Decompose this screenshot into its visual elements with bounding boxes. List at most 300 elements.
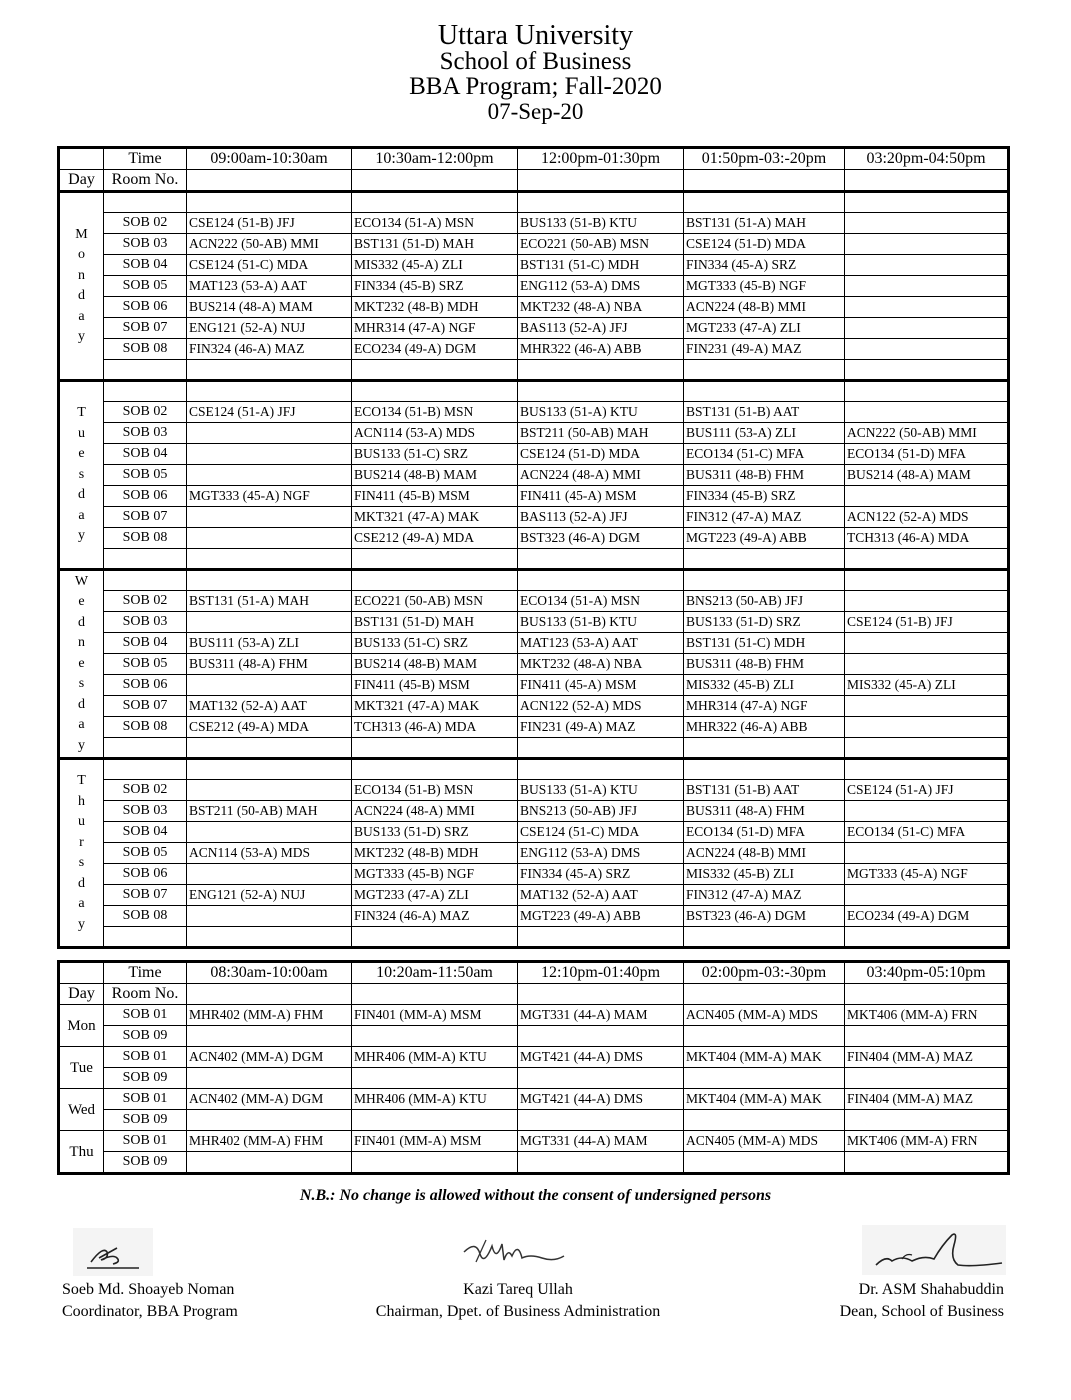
class-cell xyxy=(845,1068,1008,1089)
table-row xyxy=(60,1005,1008,1026)
empty-cell xyxy=(104,738,187,759)
time-slot-header: 10:30am-12:00pm xyxy=(352,149,518,170)
empty-cell xyxy=(518,738,684,759)
class-cell xyxy=(845,213,1008,234)
class-cell: BST211 (50-AB) MAH xyxy=(518,423,684,444)
table-row xyxy=(60,1110,1008,1131)
header-blank xyxy=(60,149,104,170)
class-cell: FIN334 (45-A) SRZ xyxy=(518,864,684,885)
class-cell: ECO134 (51-A) MSN xyxy=(352,213,518,234)
empty-cell xyxy=(352,170,518,192)
day-letter: h xyxy=(78,793,85,809)
class-cell xyxy=(187,906,352,927)
empty-cell xyxy=(352,984,518,1005)
table-row xyxy=(60,1131,1008,1152)
header-row xyxy=(60,170,1008,192)
day-letter: d xyxy=(78,288,85,303)
class-cell xyxy=(684,1152,845,1173)
class-cell: BAS113 (52-A) JFJ xyxy=(518,507,684,528)
empty-cell xyxy=(187,360,352,381)
table-row xyxy=(60,801,1008,822)
table-row xyxy=(60,591,1008,612)
empty-cell xyxy=(845,570,1008,591)
signature-dean xyxy=(862,1225,1006,1275)
coordinator-name: Soeb Md. Shoayeb Noman xyxy=(62,1281,235,1298)
class-cell: BST131 (51-C) MDH xyxy=(518,255,684,276)
signature-scribble-icon xyxy=(862,1225,1006,1275)
day-letter: y xyxy=(78,916,85,932)
room-cell: SOB 02 xyxy=(104,213,187,234)
class-cell xyxy=(352,1068,518,1089)
class-cell: FIN411 (45-B) MSM xyxy=(352,486,518,507)
class-cell xyxy=(187,1026,352,1047)
class-cell xyxy=(845,591,1008,612)
empty-cell xyxy=(684,927,845,947)
class-cell xyxy=(845,801,1008,822)
class-cell: ENG112 (53-A) DMS xyxy=(518,276,684,297)
room-cell: SOB 01 xyxy=(104,1089,187,1110)
room-cell: SOB 03 xyxy=(104,612,187,633)
class-cell: BST131 (51-B) AAT xyxy=(684,780,845,801)
room-cell: SOB 07 xyxy=(104,696,187,717)
day-label: Day xyxy=(60,170,104,192)
class-cell: MAT123 (53-A) AAT xyxy=(187,276,352,297)
class-cell: MIS332 (45-B) ZLI xyxy=(684,675,845,696)
empty-cell xyxy=(845,381,1008,402)
time-slot-header: 09:00am-10:30am xyxy=(187,149,352,170)
room-cell: SOB 04 xyxy=(104,444,187,465)
class-cell: MKT321 (47-A) MAK xyxy=(352,507,518,528)
class-cell xyxy=(187,423,352,444)
day-blank-row xyxy=(60,927,1008,947)
class-cell: CSE124 (51-A) JFJ xyxy=(845,780,1008,801)
class-cell: MGT333 (45-A) NGF xyxy=(187,486,352,507)
empty-cell xyxy=(187,927,352,947)
day-label: Day xyxy=(60,984,104,1005)
day-letter: W xyxy=(74,573,89,589)
day-letter: d xyxy=(78,487,85,503)
class-cell: MGT421 (44-A) DMS xyxy=(518,1047,684,1068)
table-row xyxy=(60,255,1008,276)
empty-cell xyxy=(684,170,845,192)
table-row xyxy=(60,780,1008,801)
class-cell: ECO134 (51-C) MFA xyxy=(684,444,845,465)
class-cell: BUS214 (48-A) MAM xyxy=(845,465,1008,486)
class-cell: FIN324 (46-A) MAZ xyxy=(352,906,518,927)
signature-coordinator xyxy=(73,1228,153,1276)
class-cell: MHR406 (MM-A) KTU xyxy=(352,1047,518,1068)
empty-cell xyxy=(845,759,1008,780)
class-cell: BST323 (46-A) DGM xyxy=(684,906,845,927)
class-cell xyxy=(187,507,352,528)
class-cell: FIN334 (45-B) SRZ xyxy=(684,486,845,507)
header-row xyxy=(60,149,1008,170)
class-cell: ECO221 (50-AB) MSN xyxy=(518,234,684,255)
class-cell: MKT232 (48-A) NBA xyxy=(518,297,684,318)
empty-cell xyxy=(104,381,187,402)
class-cell: FIN401 (MM-A) MSM xyxy=(352,1131,518,1152)
room-cell: SOB 01 xyxy=(104,1005,187,1026)
class-cell: ACN122 (52-A) MDS xyxy=(518,696,684,717)
day-letter: a xyxy=(78,717,85,733)
table-row xyxy=(60,612,1008,633)
class-cell xyxy=(684,1068,845,1089)
class-cell: ACN222 (50-AB) MMI xyxy=(187,234,352,255)
empty-cell xyxy=(845,984,1008,1005)
class-cell xyxy=(187,612,352,633)
room-cell: SOB 06 xyxy=(104,486,187,507)
table-row xyxy=(60,486,1008,507)
table-row xyxy=(60,822,1008,843)
table-row xyxy=(60,906,1008,927)
room-cell: SOB 03 xyxy=(104,423,187,444)
class-cell: ACN222 (50-AB) MMI xyxy=(845,423,1008,444)
class-cell: ACN405 (MM-A) MDS xyxy=(684,1005,845,1026)
room-cell: SOB 04 xyxy=(104,255,187,276)
class-cell xyxy=(187,822,352,843)
day-label-vertical xyxy=(60,570,104,759)
table-row xyxy=(60,654,1008,675)
class-cell: FIN404 (MM-A) MAZ xyxy=(845,1047,1008,1068)
class-cell xyxy=(518,1110,684,1131)
empty-cell xyxy=(845,738,1008,759)
empty-cell xyxy=(518,360,684,381)
class-cell xyxy=(845,318,1008,339)
empty-cell xyxy=(352,927,518,947)
class-cell: ECO134 (51-A) MSN xyxy=(518,591,684,612)
class-cell: BUS111 (53-A) ZLI xyxy=(684,423,845,444)
table-row xyxy=(60,213,1008,234)
day-letter: d xyxy=(78,614,85,630)
empty-cell xyxy=(845,170,1008,192)
room-cell: SOB 01 xyxy=(104,1131,187,1152)
room-cell: SOB 07 xyxy=(104,318,187,339)
class-cell: CSE124 (51-D) MDA xyxy=(518,444,684,465)
class-cell xyxy=(845,1110,1008,1131)
class-cell: ACN114 (53-A) MDS xyxy=(352,423,518,444)
empty-cell xyxy=(352,360,518,381)
room-cell: SOB 03 xyxy=(104,801,187,822)
day-letter: n xyxy=(78,635,85,651)
class-cell: CSE124 (51-A) JFJ xyxy=(187,402,352,423)
class-cell xyxy=(518,1152,684,1173)
class-cell xyxy=(845,885,1008,906)
time-slot-header: 10:20am-11:50am xyxy=(352,963,518,984)
empty-cell xyxy=(187,170,352,192)
dean-name: Dr. ASM Shahabuddin xyxy=(858,1281,1004,1298)
day-cell: Wed xyxy=(60,1089,104,1131)
class-cell: MKT406 (MM-A) FRN xyxy=(845,1005,1008,1026)
class-cell: FIN312 (47-A) MAZ xyxy=(684,885,845,906)
time-slot-header: 12:00pm-01:30pm xyxy=(518,149,684,170)
class-cell: FIN334 (45-A) SRZ xyxy=(684,255,845,276)
header-row xyxy=(60,963,1008,984)
class-cell xyxy=(845,696,1008,717)
class-cell: FIN312 (47-A) MAZ xyxy=(684,507,845,528)
table-row xyxy=(60,276,1008,297)
empty-cell xyxy=(104,927,187,947)
schedule-date: 07-Sep-20 xyxy=(487,99,584,124)
university-title: Uttara University xyxy=(437,20,634,51)
class-cell: MIS332 (45-A) ZLI xyxy=(352,255,518,276)
class-cell: MAT132 (52-A) AAT xyxy=(518,885,684,906)
class-cell: ENG121 (52-A) NUJ xyxy=(187,318,352,339)
class-cell xyxy=(845,486,1008,507)
class-cell: MGT223 (49-A) ABB xyxy=(684,528,845,549)
class-cell: BUS133 (51-D) SRZ xyxy=(684,612,845,633)
class-cell: BUS133 (51-A) KTU xyxy=(518,780,684,801)
class-cell: BUS133 (51-B) KTU xyxy=(518,612,684,633)
class-cell xyxy=(845,1026,1008,1047)
class-cell xyxy=(187,1110,352,1131)
table-row xyxy=(60,843,1008,864)
empty-cell xyxy=(518,927,684,947)
class-cell: CSE124 (51-B) JFJ xyxy=(845,612,1008,633)
room-cell: SOB 04 xyxy=(104,633,187,654)
class-cell xyxy=(187,864,352,885)
day-letter: a xyxy=(78,507,85,523)
class-cell xyxy=(352,1026,518,1047)
empty-cell xyxy=(518,759,684,780)
class-cell: CSE124 (51-B) JFJ xyxy=(187,213,352,234)
class-cell: BUS133 (51-C) SRZ xyxy=(352,633,518,654)
time-label: Time xyxy=(104,149,187,170)
class-cell: MAT132 (52-A) AAT xyxy=(187,696,352,717)
empty-cell xyxy=(845,360,1008,381)
class-cell: TCH313 (46-A) MDA xyxy=(845,528,1008,549)
class-cell: CSE124 (51-D) MDA xyxy=(684,234,845,255)
class-cell: CSE212 (49-A) MDA xyxy=(187,717,352,738)
room-cell: SOB 09 xyxy=(104,1152,187,1173)
class-cell: MKT232 (48-B) MDH xyxy=(352,297,518,318)
class-cell: MKT404 (MM-A) MAK xyxy=(684,1089,845,1110)
time-label: Time xyxy=(104,963,187,984)
class-cell: BUS133 (51-B) KTU xyxy=(518,213,684,234)
empty-cell xyxy=(352,192,518,213)
day-blank-row xyxy=(60,738,1008,759)
empty-cell xyxy=(684,759,845,780)
day-blank-row xyxy=(60,381,1008,402)
class-cell: BUS133 (51-C) SRZ xyxy=(352,444,518,465)
class-cell: BST131 (51-D) MAH xyxy=(352,612,518,633)
empty-cell xyxy=(104,192,187,213)
room-cell: SOB 06 xyxy=(104,675,187,696)
day-label-vertical xyxy=(60,192,104,381)
empty-cell xyxy=(187,738,352,759)
table-row xyxy=(60,507,1008,528)
empty-cell xyxy=(352,549,518,570)
class-cell xyxy=(684,1110,845,1131)
room-cell: SOB 05 xyxy=(104,276,187,297)
room-cell: SOB 06 xyxy=(104,864,187,885)
table-row xyxy=(60,465,1008,486)
class-cell: BUS111 (53-A) ZLI xyxy=(187,633,352,654)
table-row xyxy=(60,1089,1008,1110)
class-cell: MIS332 (45-B) ZLI xyxy=(684,864,845,885)
class-cell: MGT233 (47-A) ZLI xyxy=(684,318,845,339)
class-cell: CSE124 (51-C) MDA xyxy=(518,822,684,843)
time-slot-header: 08:30am-10:00am xyxy=(187,963,352,984)
day-cell: Tue xyxy=(60,1047,104,1089)
day-letter: a xyxy=(78,896,85,911)
day-letter: M xyxy=(75,226,88,242)
class-cell: ACN114 (53-A) MDS xyxy=(187,843,352,864)
empty-cell xyxy=(684,360,845,381)
empty-cell xyxy=(518,570,684,591)
class-cell: MIS332 (45-A) ZLI xyxy=(845,675,1008,696)
day-letter: e xyxy=(78,446,85,462)
class-cell: MGT223 (49-A) ABB xyxy=(518,906,684,927)
day-letter: y xyxy=(78,329,85,344)
empty-cell xyxy=(845,192,1008,213)
table-row xyxy=(60,885,1008,906)
class-cell: MKT232 (48-B) MDH xyxy=(352,843,518,864)
class-cell xyxy=(845,297,1008,318)
room-cell: SOB 09 xyxy=(104,1068,187,1089)
class-cell: ECO234 (49-A) DGM xyxy=(845,906,1008,927)
day-letter: y xyxy=(78,528,85,544)
room-cell: SOB 05 xyxy=(104,465,187,486)
table-row xyxy=(60,717,1008,738)
day-label-vertical xyxy=(60,759,104,947)
class-cell xyxy=(187,780,352,801)
empty-cell xyxy=(352,381,518,402)
class-cell: ECO234 (49-A) DGM xyxy=(352,339,518,360)
room-cell: SOB 02 xyxy=(104,402,187,423)
room-cell: SOB 08 xyxy=(104,717,187,738)
class-cell xyxy=(845,234,1008,255)
class-cell: MGT331 (44-A) MAM xyxy=(518,1131,684,1152)
class-cell: MHR322 (46-A) ABB xyxy=(684,717,845,738)
class-cell xyxy=(187,675,352,696)
empty-cell xyxy=(684,738,845,759)
table-row xyxy=(60,1047,1008,1068)
class-cell: BUS311 (48-A) FHM xyxy=(187,654,352,675)
class-cell: ACN224 (48-B) MMI xyxy=(684,297,845,318)
class-cell: MHR402 (MM-A) FHM xyxy=(187,1131,352,1152)
class-cell xyxy=(845,633,1008,654)
day-letter: s xyxy=(78,676,85,692)
empty-cell xyxy=(845,927,1008,947)
time-slot-header: 01:50pm-03:-20pm xyxy=(684,149,845,170)
class-cell: BST131 (51-C) MDH xyxy=(684,633,845,654)
day-cell: Thu xyxy=(60,1131,104,1173)
room-cell: SOB 06 xyxy=(104,297,187,318)
class-cell: ECO221 (50-AB) MSN xyxy=(352,591,518,612)
class-cell xyxy=(845,255,1008,276)
class-cell: ACN122 (52-A) MDS xyxy=(845,507,1008,528)
class-cell xyxy=(518,1068,684,1089)
empty-cell xyxy=(187,984,352,1005)
time-slot-header: 03:40pm-05:10pm xyxy=(845,963,1008,984)
table-row xyxy=(60,297,1008,318)
room-cell: SOB 09 xyxy=(104,1110,187,1131)
class-cell: FIN231 (49-A) MAZ xyxy=(518,717,684,738)
class-cell xyxy=(845,276,1008,297)
class-cell: MHR314 (47-A) NGF xyxy=(352,318,518,339)
class-cell: ECO134 (51-D) MFA xyxy=(845,444,1008,465)
notice-text: N.B.: No change is allowed without the consent of undersigned persons xyxy=(299,1187,772,1204)
table-row xyxy=(60,864,1008,885)
class-cell xyxy=(187,444,352,465)
table-row xyxy=(60,444,1008,465)
chairman-name: Kazi Tareq Ullah xyxy=(463,1281,573,1298)
class-cell: MAT123 (53-A) AAT xyxy=(518,633,684,654)
class-cell: MGT331 (44-A) MAM xyxy=(518,1005,684,1026)
empty-cell xyxy=(104,759,187,780)
signature-scribble-icon xyxy=(73,1228,153,1276)
class-cell: MGT233 (47-A) ZLI xyxy=(352,885,518,906)
day-blank-row xyxy=(60,192,1008,213)
table-row xyxy=(60,339,1008,360)
class-cell xyxy=(845,402,1008,423)
header-row xyxy=(60,984,1008,1005)
class-cell: FIN411 (45-A) MSM xyxy=(518,486,684,507)
class-cell: MGT333 (45-B) NGF xyxy=(352,864,518,885)
empty-cell xyxy=(352,570,518,591)
day-blank-row xyxy=(60,549,1008,570)
day-letter: s xyxy=(78,466,85,482)
time-slot-header: 02:00pm-03:-30pm xyxy=(684,963,845,984)
class-cell xyxy=(845,1152,1008,1173)
class-cell xyxy=(845,717,1008,738)
class-cell: ECO134 (51-B) MSN xyxy=(352,402,518,423)
time-slot-header: 12:10pm-01:40pm xyxy=(518,963,684,984)
room-cell: SOB 07 xyxy=(104,507,187,528)
room-cell: SOB 07 xyxy=(104,885,187,906)
table-row xyxy=(60,1152,1008,1173)
class-cell xyxy=(187,528,352,549)
time-slot-header: 03:20pm-04:50pm xyxy=(845,149,1008,170)
class-cell: BUS311 (48-A) FHM xyxy=(684,801,845,822)
class-cell: BST131 (51-A) MAH xyxy=(187,591,352,612)
class-cell: MHR314 (47-A) NGF xyxy=(684,696,845,717)
day-letter: s xyxy=(78,855,85,870)
class-cell: BUS214 (48-B) MAM xyxy=(352,465,518,486)
day-cell: Mon xyxy=(60,1005,104,1047)
empty-cell xyxy=(684,192,845,213)
class-cell: ACN224 (48-B) MMI xyxy=(684,843,845,864)
day-label-vertical xyxy=(60,381,104,570)
room-cell: SOB 02 xyxy=(104,780,187,801)
day-letter: T xyxy=(77,405,86,421)
room-cell: SOB 04 xyxy=(104,822,187,843)
class-cell: FIN401 (MM-A) MSM xyxy=(352,1005,518,1026)
class-cell: MGT333 (45-B) NGF xyxy=(684,276,845,297)
class-cell: BST323 (46-A) DGM xyxy=(518,528,684,549)
empty-cell xyxy=(518,192,684,213)
empty-cell xyxy=(104,360,187,381)
class-cell: MHR322 (46-A) ABB xyxy=(518,339,684,360)
room-cell: SOB 09 xyxy=(104,1026,187,1047)
empty-cell xyxy=(352,759,518,780)
table-row xyxy=(60,402,1008,423)
class-cell: BST131 (51-B) AAT xyxy=(684,402,845,423)
class-cell: FIN404 (MM-A) MAZ xyxy=(845,1089,1008,1110)
day-blank-row xyxy=(60,570,1008,591)
routine-table-mba xyxy=(59,962,1008,1173)
class-cell: ACN224 (48-A) MMI xyxy=(352,801,518,822)
empty-cell xyxy=(684,381,845,402)
class-cell: BST131 (51-A) MAH xyxy=(684,213,845,234)
room-cell: SOB 01 xyxy=(104,1047,187,1068)
empty-cell xyxy=(518,381,684,402)
empty-cell xyxy=(684,549,845,570)
day-letter: d xyxy=(78,696,85,712)
room-cell: SOB 08 xyxy=(104,528,187,549)
class-cell: ECO134 (51-D) MFA xyxy=(684,822,845,843)
class-cell: MKT404 (MM-A) MAK xyxy=(684,1047,845,1068)
